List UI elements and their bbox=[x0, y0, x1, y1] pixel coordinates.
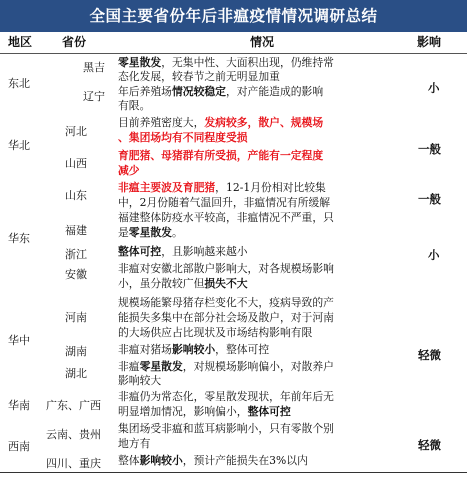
s-line-2: 明显增加情况，影响偏小，整体可控 bbox=[118, 405, 291, 418]
province-hebei: 河北 bbox=[65, 125, 87, 138]
header-situation: 情况 bbox=[250, 35, 275, 49]
e-line-1: 非瘟主要波及育肥猪，12-1月份相对比较集 bbox=[118, 181, 326, 194]
region-central: 华中 bbox=[8, 334, 30, 347]
impact-southwest: 轻微 bbox=[418, 438, 441, 452]
c-line-5: 非瘟零星散发，对规模场影响偏小，对散养户 bbox=[118, 360, 334, 373]
sw-line-1: 集团场受非瘟和蓝耳病影响小，只有零散个别 bbox=[118, 422, 334, 435]
region-south: 华南 bbox=[8, 399, 30, 412]
c-line-4: 非瘟对猪场影响较小，整体可控 bbox=[118, 343, 270, 356]
n-line-1: 目前养殖密度大，发病较多，散户、规模场 bbox=[118, 116, 324, 129]
province-shanxi: 山西 bbox=[65, 157, 87, 170]
impact-east-2: 小 bbox=[428, 248, 440, 262]
ne-line-4: 有限。 bbox=[118, 99, 151, 112]
ne-line-2: 态化发展，较春节之前无明显加重 bbox=[118, 70, 280, 83]
province-yunnan-guizhou: 云南、贵州 bbox=[46, 428, 101, 441]
header-divider bbox=[0, 53, 467, 54]
c-line-1: 规模场能繁母猪存栏变化不大，疫病导致的产 bbox=[118, 296, 334, 309]
header-impact: 影响 bbox=[417, 35, 442, 49]
c-line-2: 能损失多集中在部分社会场及散户，对于河南 bbox=[118, 311, 334, 324]
impact-northeast: 小 bbox=[428, 81, 440, 95]
s-line-1: 非瘟仍为常态化，零星散发现状，年前年后无 bbox=[118, 390, 334, 403]
province-fujian: 福建 bbox=[65, 224, 87, 237]
region-north: 华北 bbox=[8, 139, 30, 152]
province-anhui: 安徽 bbox=[65, 268, 87, 281]
n-line-2: 、集团场均有不同程度受损 bbox=[118, 131, 248, 144]
table-title: 全国主要省份年后非瘟疫情情况调研总结 bbox=[0, 0, 467, 32]
sw-line-3: 整体影响较小，预计产能损失在3%以内 bbox=[118, 454, 308, 467]
c-line-3: 的大场供应占比现状及市场结构影响有限 bbox=[118, 326, 313, 339]
province-shandong: 山东 bbox=[65, 189, 87, 202]
n-line-3: 育肥猪、母猪群有所受损，产能有一定程度 bbox=[118, 149, 324, 162]
impact-north: 一般 bbox=[418, 142, 441, 156]
sw-line-2: 地方有 bbox=[118, 437, 151, 450]
c-line-6: 影响较大 bbox=[118, 374, 162, 387]
province-guangdong-guangxi: 广东、广西 bbox=[46, 399, 101, 412]
province-hubei: 湖北 bbox=[65, 367, 87, 380]
province-sichuan-chongqing: 四川、重庆 bbox=[46, 457, 101, 470]
province-hunan: 湖南 bbox=[65, 345, 87, 358]
impact-central: 轻微 bbox=[418, 348, 441, 362]
ne-line-3: 年后养殖场情况较稳定，对产能造成的影响 bbox=[118, 85, 324, 98]
region-southwest: 西南 bbox=[8, 440, 30, 453]
province-liaoning: 辽宁 bbox=[83, 90, 105, 103]
e-line-5: 整体可控，且影响越来越小 bbox=[118, 245, 248, 258]
header-region: 地区 bbox=[8, 35, 33, 49]
province-henan: 河南 bbox=[65, 311, 87, 324]
e-line-7: 小，虽分散较广但损失不大 bbox=[118, 277, 248, 290]
region-east: 华东 bbox=[8, 232, 30, 245]
impact-east-1: 一般 bbox=[418, 192, 441, 206]
e-line-4: 是零星散发。 bbox=[118, 226, 183, 239]
province-zhejiang: 浙江 bbox=[65, 248, 87, 261]
n-line-4: 减少 bbox=[118, 164, 140, 177]
region-northeast: 东北 bbox=[8, 77, 30, 90]
header-province: 省份 bbox=[62, 35, 87, 49]
e-line-3: 福建整体防疫水平较高，非瘟情况不严重，只 bbox=[118, 211, 334, 224]
e-line-6: 非瘟对安徽北部散户影响大，对各规模场影响 bbox=[118, 262, 334, 275]
province-heiji: 黑吉 bbox=[83, 61, 105, 74]
ne-line-1: 零星散发，无集中性、大面积出现，仍维持常 bbox=[118, 56, 334, 69]
e-line-2: 中，2月份随着气温回升，非瘟情况有所缓解 bbox=[118, 196, 331, 209]
table-bottom-rule bbox=[0, 472, 467, 473]
